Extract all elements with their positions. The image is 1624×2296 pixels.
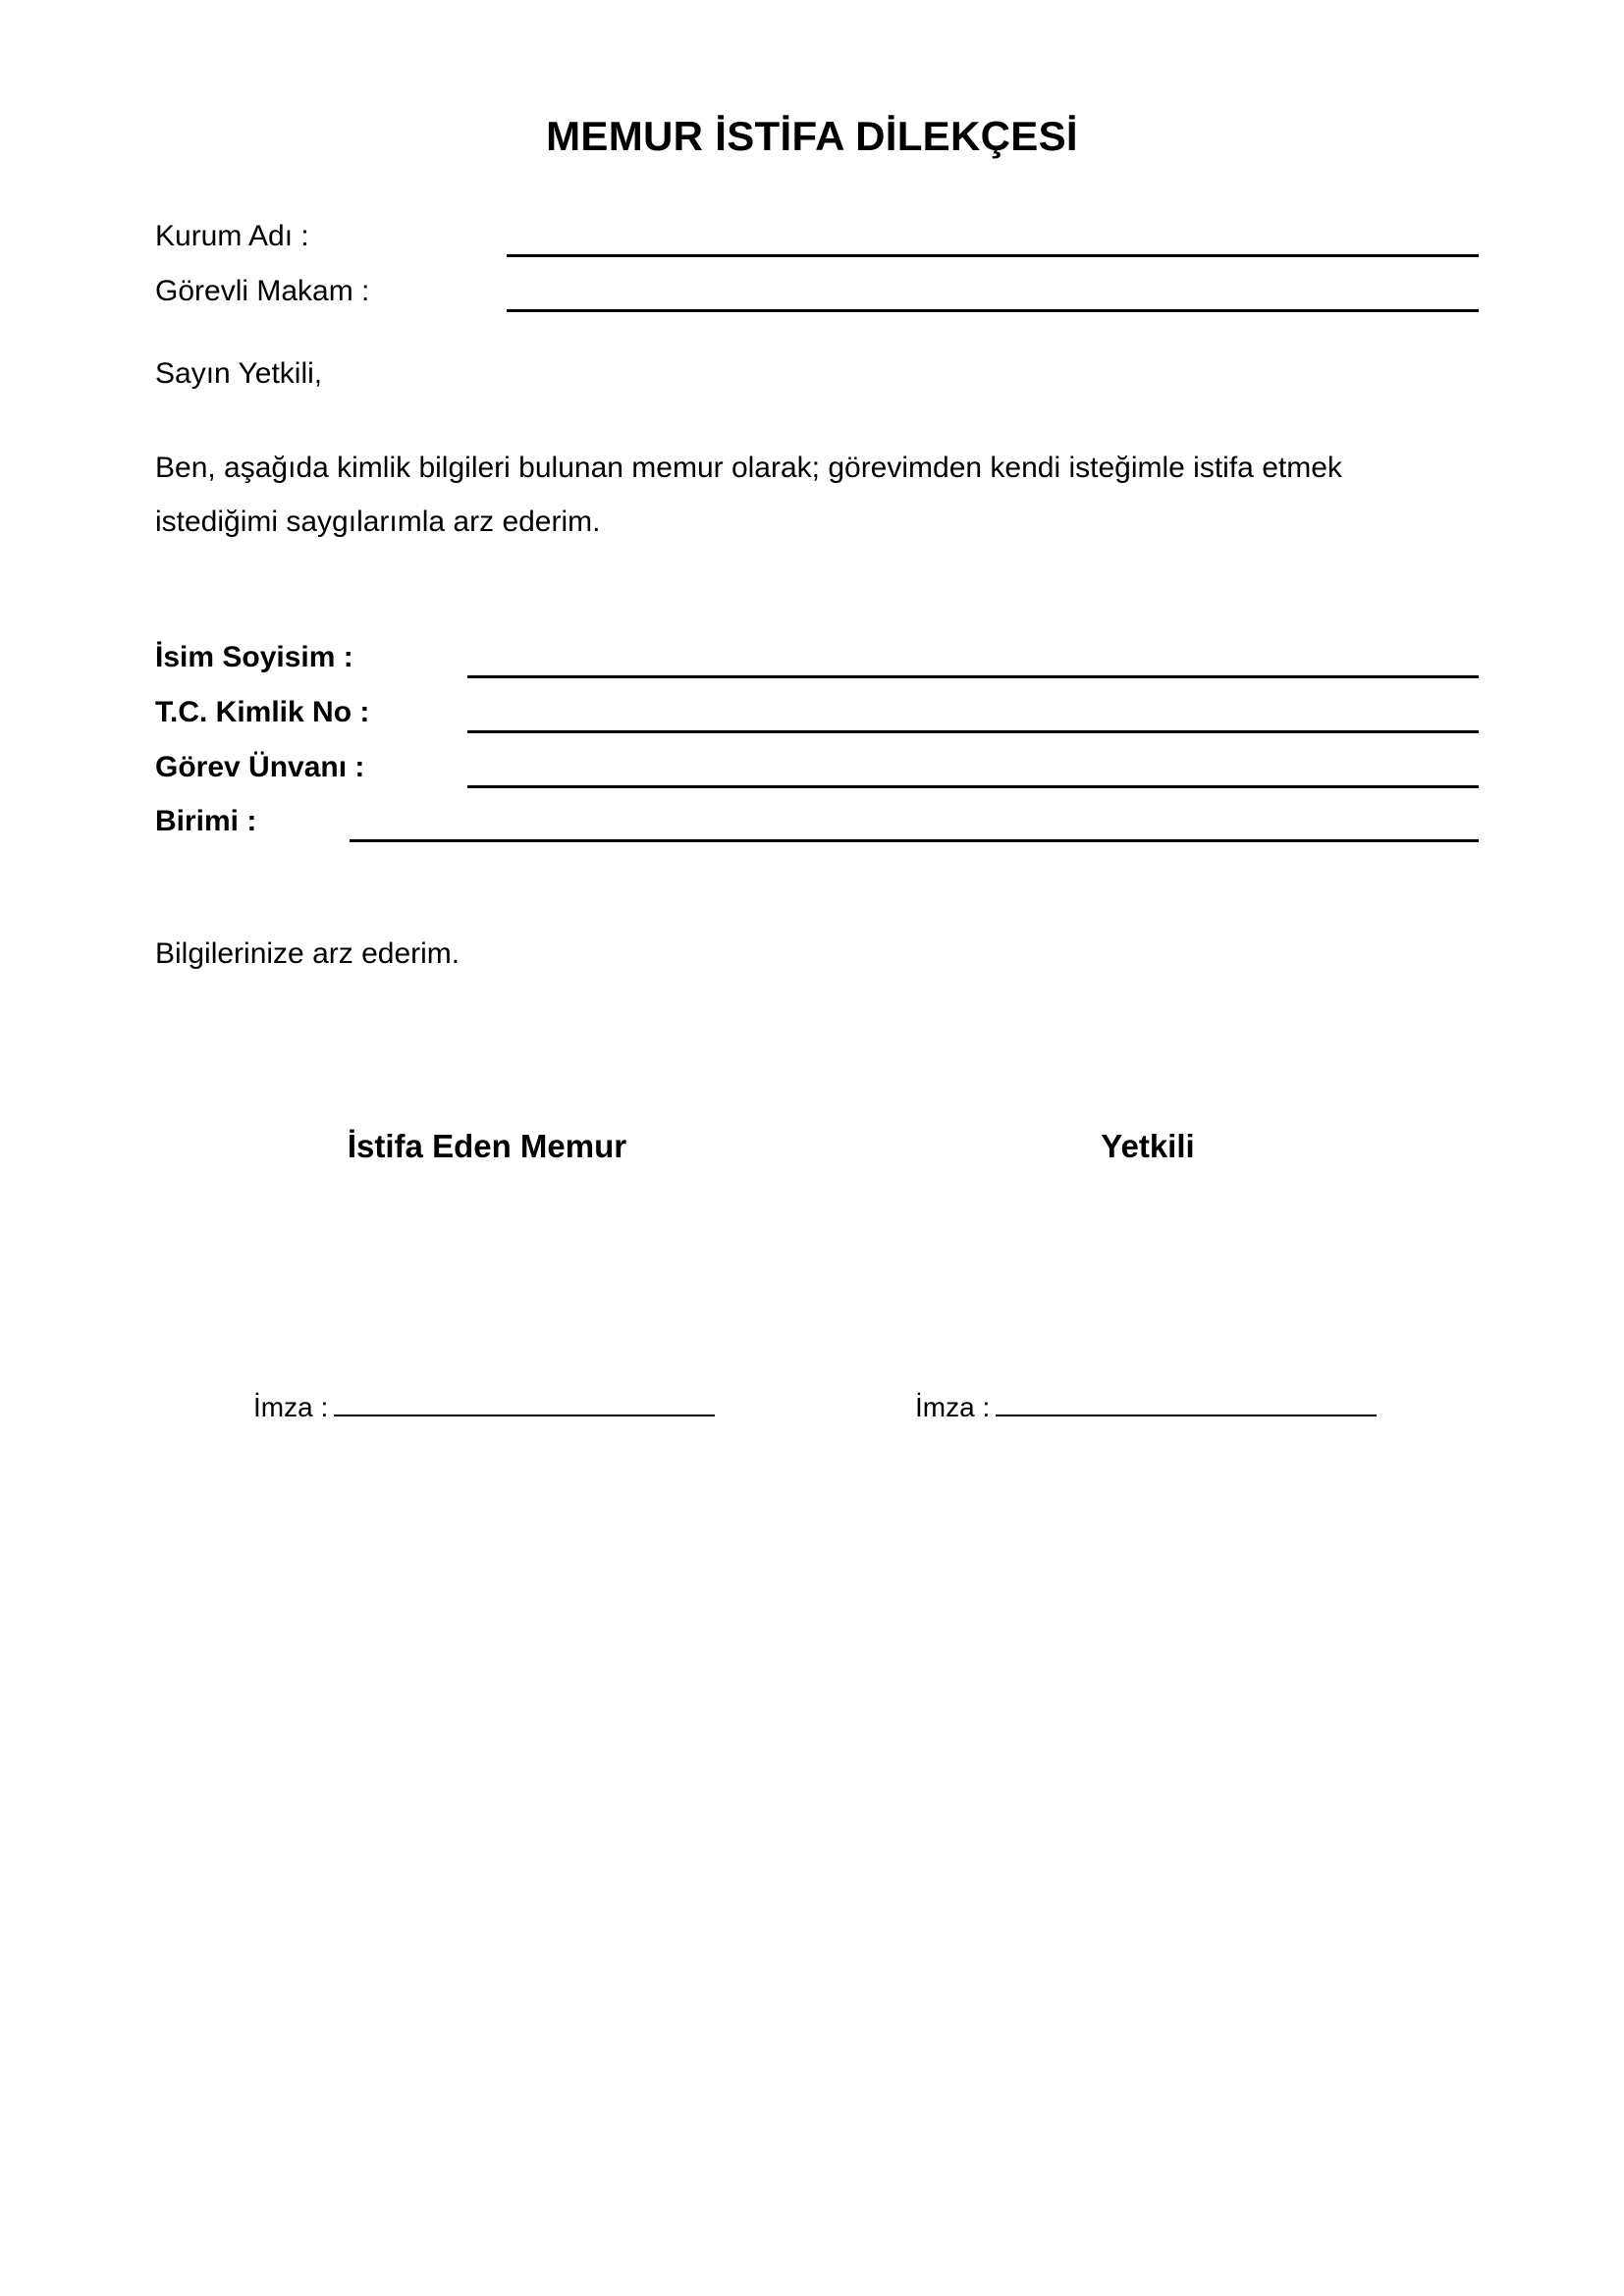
resigning-officer-title: İstifa Eden Memur — [347, 1128, 627, 1164]
authority-signature-label: İmza : — [915, 1392, 991, 1422]
full-name-label: İsim Soyisim : — [155, 641, 353, 673]
id-number-line[interactable] — [467, 730, 1479, 733]
document-title: MEMUR İSTİFA DİLEKÇESİ — [546, 113, 1078, 159]
authority-signature-line[interactable] — [996, 1391, 1377, 1416]
resigning-officer-signature-label: İmza : — [253, 1392, 329, 1422]
job-title-line[interactable] — [467, 785, 1479, 788]
full-name-line[interactable] — [467, 675, 1479, 678]
body-line-1: Ben, aşağıda kimlik bilgileri bulunan memur olarak; görevimden kendi isteğimle istifa etmek — [155, 452, 1342, 484]
authority-label: Görevli Makam : — [155, 275, 370, 307]
id-number-label: T.C. Kimlik No : — [155, 696, 370, 728]
resigning-officer-signature — [253, 1391, 715, 1424]
authority-line[interactable] — [507, 309, 1479, 312]
unit-line[interactable] — [350, 839, 1479, 842]
authority-title: Yetkili — [1101, 1128, 1195, 1164]
resigning-officer-signature-line[interactable] — [334, 1391, 715, 1416]
body-line-2: istediğimi saygılarımla arz ederim. — [155, 506, 601, 538]
institution-name-label: Kurum Adı : — [155, 220, 309, 252]
salutation: Sayın Yetkili, — [155, 357, 323, 390]
authority-signature — [915, 1391, 1377, 1424]
job-title-label: Görev Ünvanı : — [155, 751, 365, 783]
closing-text: Bilgilerinize arz ederim. — [155, 937, 460, 970]
institution-name-line[interactable] — [507, 254, 1479, 257]
unit-label: Birimi : — [155, 805, 257, 837]
